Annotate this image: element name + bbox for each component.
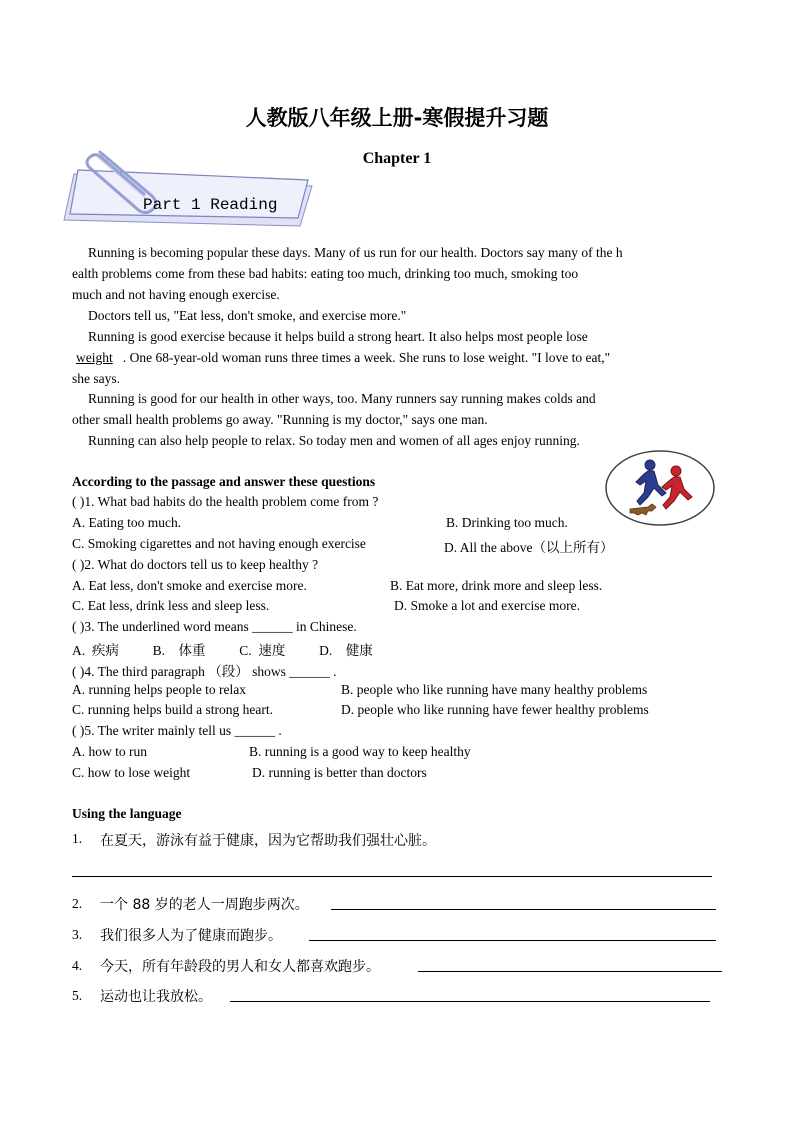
option-4d: D. people who like running have fewer healthy problems <box>341 702 649 717</box>
option-5c: C. how to lose weight <box>72 765 191 780</box>
translation-prompt: 在夏天，游泳有益于健康，因为它帮助我们强壮心脏。 <box>100 833 436 849</box>
option-2d: D. Smoke a lot and exercise more. <box>394 598 580 613</box>
option-5a: A. how to run <box>72 744 147 759</box>
passage-line: Running is good for our health in other ways, too. Many runners say running makes colds and <box>88 391 596 406</box>
question-2: ( )2. What do doctors tell us to keep healthy ? <box>72 557 319 572</box>
answer-line[interactable] <box>418 971 722 972</box>
option-4b: B. people who like running have many healthy problems <box>341 682 648 697</box>
banner-label: Part 1 Reading <box>143 196 278 214</box>
translation-number: 5. <box>72 988 83 1003</box>
translation-number: 2. <box>72 896 83 911</box>
page-title: 人教版八年级上册-寒假提升习题 <box>245 106 549 130</box>
runners-image <box>604 449 716 527</box>
option-1a: A. Eating too much. <box>72 515 182 530</box>
option-1d: D. All the above（以上所有） <box>444 540 614 555</box>
answer-line[interactable] <box>331 909 716 910</box>
option-5b: B. running is a good way to keep healthy <box>249 744 471 759</box>
part-banner <box>60 150 325 230</box>
option-2b: B. Eat more, drink more and sleep less. <box>390 578 603 593</box>
option-5d: D. running is better than doctors <box>252 765 427 780</box>
question-5: ( )5. The writer mainly tell us ______ . <box>72 723 282 738</box>
passage-line: much and not having enough exercise. <box>72 287 280 302</box>
translation-number: 4. <box>72 958 83 973</box>
option-2a: A. Eat less, don't smoke and exercise more. <box>72 578 307 593</box>
translation-number: 1. <box>72 831 83 846</box>
passage-line: Running can also help people to relax. So today men and women of all ages enjoy running. <box>88 433 580 448</box>
passage-line: she says. <box>72 371 120 386</box>
question-1: ( )1. What bad habits do the health problem come from ? <box>72 494 379 509</box>
option-4c: C. running helps build a strong heart. <box>72 702 273 717</box>
answer-line[interactable] <box>72 876 712 877</box>
answer-line[interactable] <box>230 1001 710 1002</box>
translation-prompt: 我们很多人为了健康而跑步。 <box>100 928 282 944</box>
options-3: A. 疾病 B. 体重 C. 速度 D. 健康 <box>72 643 373 658</box>
translation-prompt: 运动也让我放松。 <box>100 989 212 1005</box>
question-4: ( )4. The third paragraph （段） shows ______ . <box>72 664 337 679</box>
option-4a: A. running helps people to relax <box>72 682 246 697</box>
underlined-word: weight <box>76 350 113 365</box>
translation-prompt: 一个 88 岁的老人一周跑步两次。 <box>100 897 309 913</box>
option-2c: C. Eat less, drink less and sleep less. <box>72 598 270 613</box>
translation-number: 3. <box>72 927 83 942</box>
option-1c: C. Smoking cigarettes and not having enough exercise <box>72 536 366 551</box>
language-heading: Using the language <box>72 806 182 821</box>
passage-line: Running is becoming popular these days. Many of us run for our health. Doctors say many of the h <box>88 245 623 260</box>
questions-heading: According to the passage and answer these questions <box>72 474 376 489</box>
passage-line <box>76 350 610 366</box>
passage-line: Running is good exercise because it helps build a strong heart. It also helps most people lose <box>88 329 588 344</box>
passage-line: Doctors tell us, "Eat less, don't smoke, and exercise more." <box>88 308 407 323</box>
passage-line-rest: . One 68-year-old woman runs three times a week. She runs to lose weight. "I love to eat," <box>122 350 611 365</box>
passage-line: other small health problems go away. "Running is my doctor," says one man. <box>72 412 488 427</box>
chapter-heading: Chapter 1 <box>362 150 432 167</box>
option-1b: B. Drinking too much. <box>446 515 568 530</box>
answer-line[interactable] <box>309 940 716 941</box>
translation-prompt: 今天，所有年龄段的男人和女人都喜欢跑步。 <box>100 959 380 975</box>
passage-line: ealth problems come from these bad habits: eating too much, drinking too much, smoking too <box>72 266 579 281</box>
question-3: ( )3. The underlined word means ______ in Chinese. <box>72 619 357 634</box>
